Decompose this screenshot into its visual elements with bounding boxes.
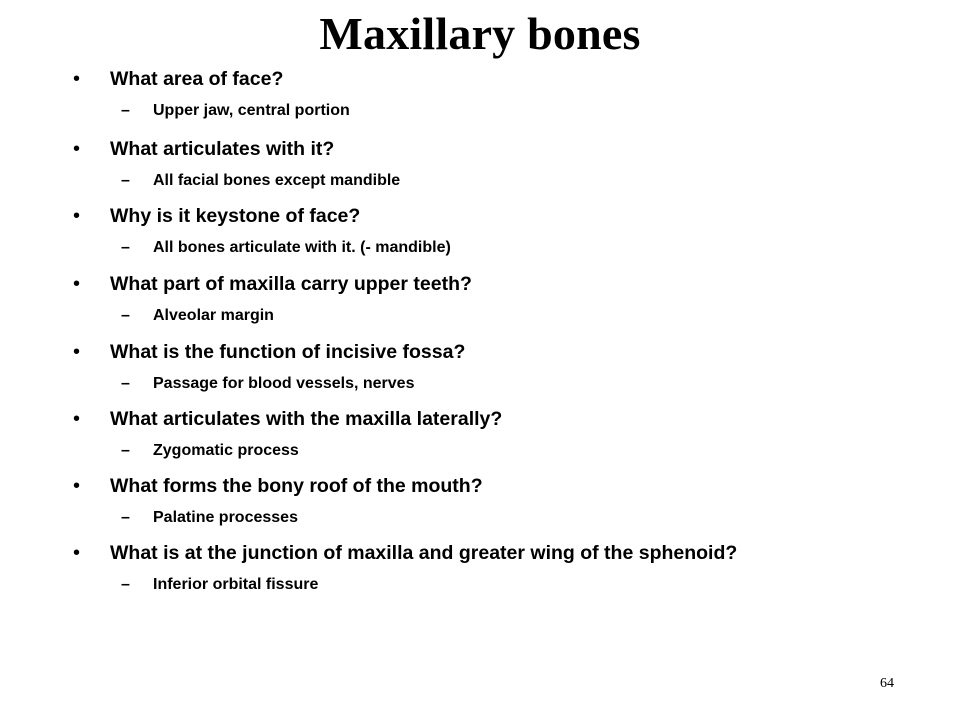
question-text: What is the function of incisive fossa? [110, 341, 466, 363]
bullet-icon: • [73, 205, 81, 227]
slide-title: Maxillary bones [319, 8, 641, 59]
dash-icon: – [121, 102, 130, 119]
answer-text: Palatine processes [153, 509, 298, 526]
answer-text: All facial bones except mandible [153, 172, 401, 189]
question-text: What articulates with it? [110, 138, 335, 160]
bullet-icon: • [73, 408, 81, 430]
dash-icon: – [121, 442, 130, 459]
dash-icon: – [121, 375, 130, 392]
dash-icon: – [121, 576, 130, 593]
list-item [0, 407, 960, 477]
question-text: What is at the junction of maxilla and greater wing of the sphenoid? [110, 542, 738, 564]
page-number: 64 [880, 676, 894, 691]
bullet-icon: • [73, 68, 81, 90]
bullet-icon: • [73, 475, 81, 497]
answer-text: Inferior orbital fissure [153, 576, 319, 593]
list-item [0, 67, 960, 137]
dash-icon: – [121, 307, 130, 324]
answer-text: Upper jaw, central portion [153, 102, 350, 119]
list-item [0, 340, 960, 410]
answer-text: Passage for blood vessels, nerves [153, 375, 415, 392]
question-text: What forms the bony roof of the mouth? [110, 475, 483, 497]
list-item [0, 272, 960, 342]
list-item [0, 541, 960, 611]
answer-text: Alveolar margin [153, 307, 274, 324]
answer-text: All bones articulate with it. (- mandible) [153, 239, 451, 256]
bullet-icon: • [73, 273, 81, 295]
dash-icon: – [121, 509, 130, 526]
bullet-icon: • [73, 542, 81, 564]
question-text: What part of maxilla carry upper teeth? [110, 273, 472, 295]
list-item [0, 474, 960, 544]
bullet-icon: • [73, 341, 81, 363]
list-item [0, 204, 960, 274]
bullet-icon: • [73, 138, 81, 160]
dash-icon: – [121, 239, 130, 256]
answer-text: Zygomatic process [153, 442, 299, 459]
question-text: What articulates with the maxilla laterally? [110, 408, 503, 430]
dash-icon: – [121, 172, 130, 189]
list-item [0, 137, 960, 207]
question-text: Why is it keystone of face? [110, 205, 361, 227]
question-text: What area of face? [110, 68, 284, 90]
